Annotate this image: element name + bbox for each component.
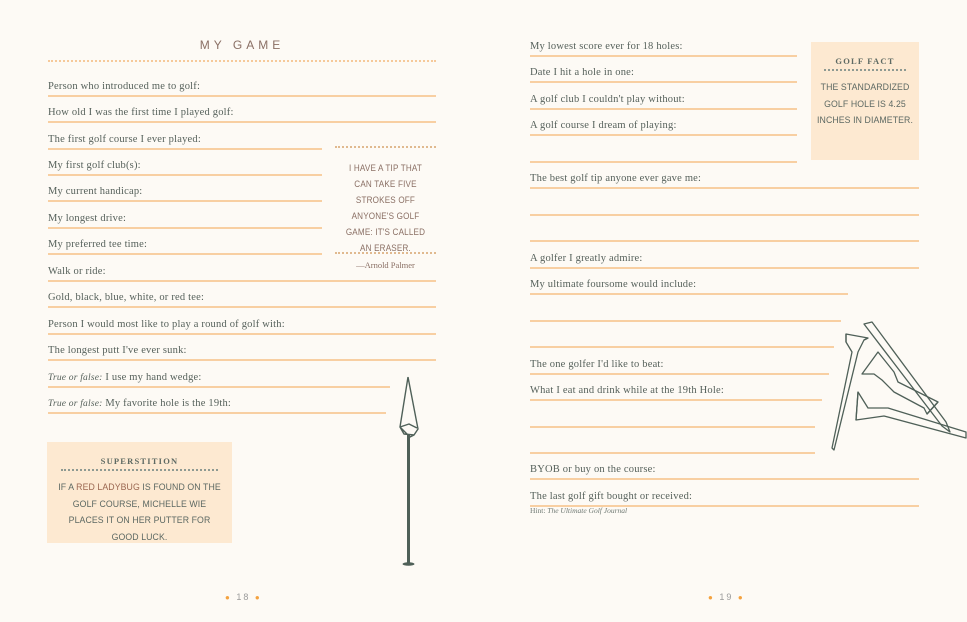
page-number-right: ● 19 ● bbox=[708, 592, 745, 602]
field-label: My ultimate foursome would include: bbox=[530, 279, 697, 290]
field-lowest-score[interactable] bbox=[530, 35, 797, 57]
true-false-prefix: True or false: bbox=[48, 373, 103, 383]
dot-icon: ● bbox=[254, 593, 262, 602]
field-19th-hole-line-3[interactable] bbox=[530, 432, 815, 454]
field-19th-hole-line-2[interactable] bbox=[530, 406, 815, 428]
quote-text: I HAVE A TIP THAT CAN TAKE FIVE STROKES OFF ANYONE'S GOLF GAME: IT'S CALLED AN ERASER. bbox=[345, 163, 426, 253]
field-label: My favorite hole is the 19th: bbox=[102, 398, 232, 409]
field-label: The last golf gift bought or received: bbox=[530, 491, 693, 502]
field-label: BYOB or buy on the course: bbox=[530, 464, 656, 475]
golf-fact-box bbox=[811, 42, 919, 160]
field-19th-hole[interactable] bbox=[530, 379, 822, 401]
field-longest-drive[interactable] bbox=[48, 207, 322, 229]
field-label: A golf club I couldn't play without: bbox=[530, 94, 685, 105]
golf-tees-icon bbox=[828, 322, 967, 457]
field-first-age[interactable] bbox=[48, 101, 436, 123]
field-best-tip-line-2[interactable] bbox=[530, 194, 919, 216]
field-label: Person I would most like to play a round of golf with: bbox=[48, 319, 285, 330]
pull-quote bbox=[335, 146, 436, 270]
field-label: A golfer I greatly admire: bbox=[530, 253, 643, 264]
field-label: My current handicap: bbox=[48, 186, 143, 197]
field-ultimate-foursome[interactable] bbox=[530, 273, 848, 295]
field-hand-wedge[interactable] bbox=[48, 366, 390, 388]
field-introduced-by[interactable] bbox=[48, 75, 436, 97]
field-label: How old I was the first time I played golf: bbox=[48, 107, 234, 118]
hint-text: Hint: The Ultimate Golf Journal bbox=[530, 506, 628, 515]
field-admired-golfer[interactable] bbox=[530, 247, 919, 269]
field-tee-color[interactable] bbox=[48, 286, 436, 308]
field-label: The best golf tip anyone ever gave me: bbox=[530, 173, 702, 184]
dot-icon: ● bbox=[737, 593, 745, 602]
golf-fact-body: THE STANDARDIZED GOLF HOLE IS 4.25 INCHES IN DIAMETER. bbox=[817, 82, 913, 126]
field-dream-course-line-2[interactable] bbox=[530, 141, 797, 163]
field-label: Person who introduced me to golf: bbox=[48, 81, 201, 92]
field-label: My lowest score ever for 18 holes: bbox=[530, 41, 683, 52]
field-tee-time[interactable] bbox=[48, 233, 322, 255]
right-page bbox=[483, 0, 967, 622]
field-foursome-line-2[interactable] bbox=[530, 300, 841, 322]
field-last-gift[interactable] bbox=[530, 485, 919, 507]
highlight-red-ladybug: RED LADYBUG bbox=[76, 482, 140, 493]
field-longest-putt[interactable] bbox=[48, 339, 436, 361]
field-label: What I eat and drink while at the 19th Hole: bbox=[530, 385, 724, 396]
golf-fact-title: GOLF FACT bbox=[835, 56, 895, 66]
field-best-tip[interactable] bbox=[530, 167, 919, 189]
left-page bbox=[0, 0, 483, 622]
field-first-club[interactable] bbox=[48, 154, 322, 176]
field-label: I use my hand wedge: bbox=[102, 372, 202, 383]
field-dream-partner[interactable] bbox=[48, 313, 436, 335]
field-label: The longest putt I've ever sunk: bbox=[48, 345, 187, 356]
superstition-body: IF A RED LADYBUG IS FOUND ON THE GOLF COURSE, MICHELLE WIE PLACES IT ON HER PUTTER FOR GOOD LUCK. bbox=[58, 482, 221, 543]
field-label: Gold, black, blue, white, or red tee: bbox=[48, 292, 205, 303]
field-label: The one golfer I'd like to beat: bbox=[530, 359, 664, 370]
true-false-prefix: True or false: bbox=[48, 399, 103, 409]
quote-author: —Arnold Palmer bbox=[356, 260, 415, 270]
field-favorite-club[interactable] bbox=[530, 88, 797, 110]
field-label: A golf course I dream of playing: bbox=[530, 120, 677, 131]
field-dream-course[interactable] bbox=[530, 114, 797, 136]
golf-flag-icon bbox=[396, 375, 424, 570]
field-handicap[interactable] bbox=[48, 180, 322, 202]
field-label: My longest drive: bbox=[48, 213, 127, 224]
superstition-box bbox=[47, 442, 232, 543]
field-hole-in-one[interactable] bbox=[530, 61, 797, 83]
field-label: My preferred tee time: bbox=[48, 239, 148, 250]
superstition-title: SUPERSTITION bbox=[100, 456, 179, 466]
field-label: Walk or ride: bbox=[48, 266, 106, 277]
field-golfer-to-beat[interactable] bbox=[530, 353, 829, 375]
field-label: The first golf course I ever played: bbox=[48, 134, 201, 145]
field-byob[interactable] bbox=[530, 458, 919, 480]
field-favorite-hole[interactable] bbox=[48, 392, 386, 414]
dot-icon: ● bbox=[708, 593, 715, 602]
dot-icon: ● bbox=[225, 593, 232, 602]
title-divider bbox=[48, 60, 436, 62]
field-label: Date I hit a hole in one: bbox=[530, 67, 635, 78]
field-best-tip-line-3[interactable] bbox=[530, 220, 919, 242]
page-title: MY GAME bbox=[199, 38, 285, 52]
superstition-divider bbox=[61, 469, 218, 471]
field-foursome-line-3[interactable] bbox=[530, 326, 834, 348]
field-label: My first golf club(s): bbox=[48, 160, 141, 171]
field-first-course[interactable] bbox=[48, 128, 322, 150]
page-number-left: ● 18 ● bbox=[225, 592, 262, 602]
golf-fact-divider bbox=[824, 69, 906, 71]
